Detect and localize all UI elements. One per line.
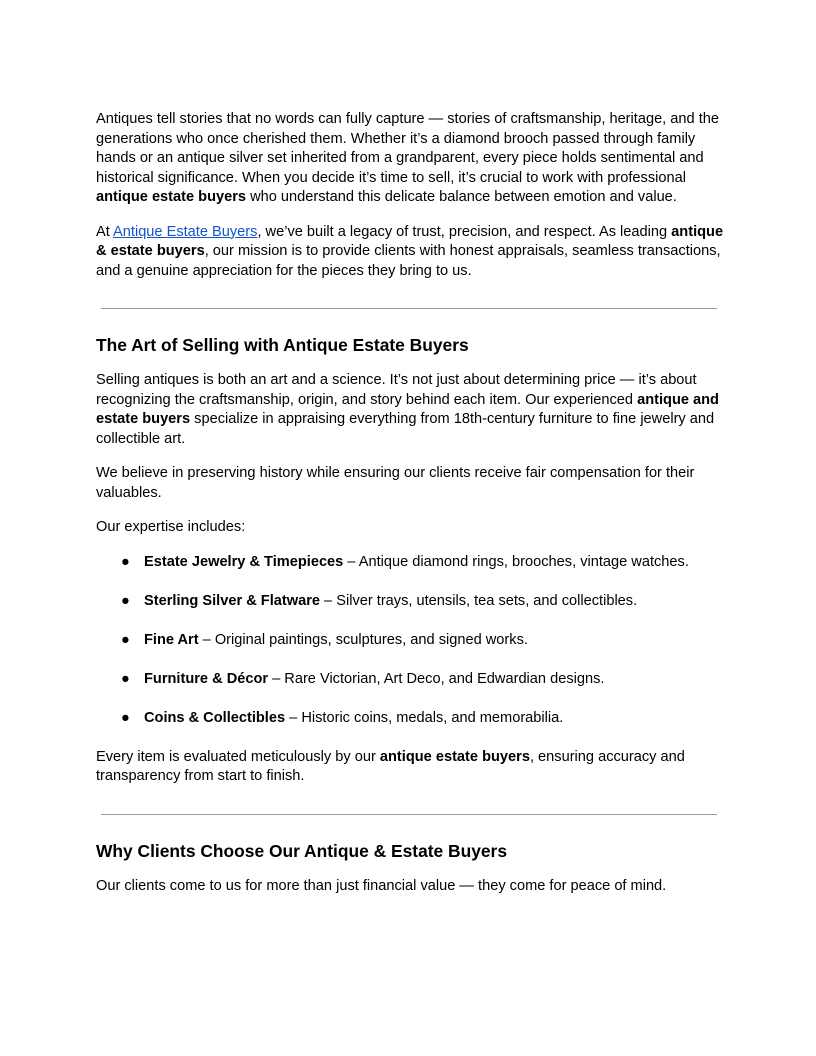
list-item-text: – Historic coins, medals, and memorabilia. [285, 709, 564, 726]
intro-paragraph [96, 110, 726, 208]
list-item-text: – Silver trays, utensils, tea sets, and collectibles. [320, 592, 638, 609]
evaluation-paragraph [96, 748, 726, 787]
expertise-intro: Our expertise includes: [96, 519, 246, 535]
about-paragraph [96, 223, 726, 282]
selling-keyword: antique and estate buyers [96, 391, 719, 427]
list-item [121, 670, 726, 690]
intro-text-2: who understand this delicate balance between emotion and value. [246, 189, 677, 205]
bullet-icon: ● [121, 631, 130, 648]
list-item [121, 592, 726, 612]
list-item-text: – Antique diamond rings, brooches, vintage watches. [343, 553, 689, 570]
bullet-icon: ● [121, 709, 130, 726]
list-item-title: Fine Art [144, 631, 199, 648]
bullet-icon: ● [121, 592, 130, 609]
about-text-2: , we’ve built a legacy of trust, precision, and respect. As leading [257, 223, 672, 240]
section-heading-why-clients: Why Clients Choose Our Antique & Estate Buyers [96, 840, 507, 861]
about-text-1: At [96, 223, 114, 240]
section-divider [101, 814, 717, 815]
about-keyword: antique & estate buyers [96, 223, 724, 259]
expertise-list [96, 553, 726, 729]
list-item [121, 631, 726, 651]
selling-text-1: Selling antiques is both an art and a science. It’s not just about determining price — it’s about recognizing the craftsmanship, origin, and story behind each item. Our experienced [96, 372, 697, 408]
list-item-title: Furniture & Décor [144, 670, 269, 687]
list-item-title: Coins & Collectibles [144, 709, 286, 726]
evaluation-text-2: , ensuring accuracy and transparency from start to finish. [96, 748, 685, 784]
history-paragraph: We believe in preserving history while ensuring our clients receive fair compensation for their valuables. [96, 465, 695, 501]
evaluation-text-1: Every item is evaluated meticulously by our [96, 748, 380, 765]
section-divider [101, 308, 717, 309]
section-heading-art-of-selling: The Art of Selling with Antique Estate Buyers [96, 335, 469, 355]
bullet-icon: ● [121, 670, 130, 687]
about-text-3: , our mission is to provide clients with honest appraisals, seamless transactions, and a genuine appreciation for the pieces they bring to us. [96, 243, 721, 279]
list-item-title: Estate Jewelry & Timepieces [144, 553, 344, 570]
list-item-title: Sterling Silver & Flatware [144, 592, 320, 609]
evaluation-keyword: antique estate buyers [379, 748, 530, 765]
selling-paragraph [96, 371, 726, 449]
antique-estate-buyers-link[interactable]: Antique Estate Buyers [113, 223, 258, 240]
intro-text-1: Antiques tell stories that no words can fully capture — stories of craftsmanship, heritage, and the generations who once cherished them. Whether it’s a diamond brooch passed through family hands or an antique silver set inherited from a grandparent, every piece holds sentimental and historical significance. When you decide it’s time to sell, it’s crucial to work with professional [96, 111, 719, 186]
selling-text-2: specialize in appraising everything from 18th-century furniture to fine jewelry and collectible art. [96, 411, 715, 447]
list-item [121, 553, 726, 573]
clients-paragraph: Our clients come to us for more than just financial value — they come for peace of mind. [96, 877, 667, 894]
bullet-icon: ● [121, 553, 130, 570]
document-page [96, 110, 726, 896]
list-item [121, 709, 726, 729]
list-item-text: – Original paintings, sculptures, and signed works. [198, 631, 528, 648]
list-item-text: – Rare Victorian, Art Deco, and Edwardian designs. [268, 670, 605, 687]
intro-keyword: antique estate buyers [96, 189, 247, 205]
